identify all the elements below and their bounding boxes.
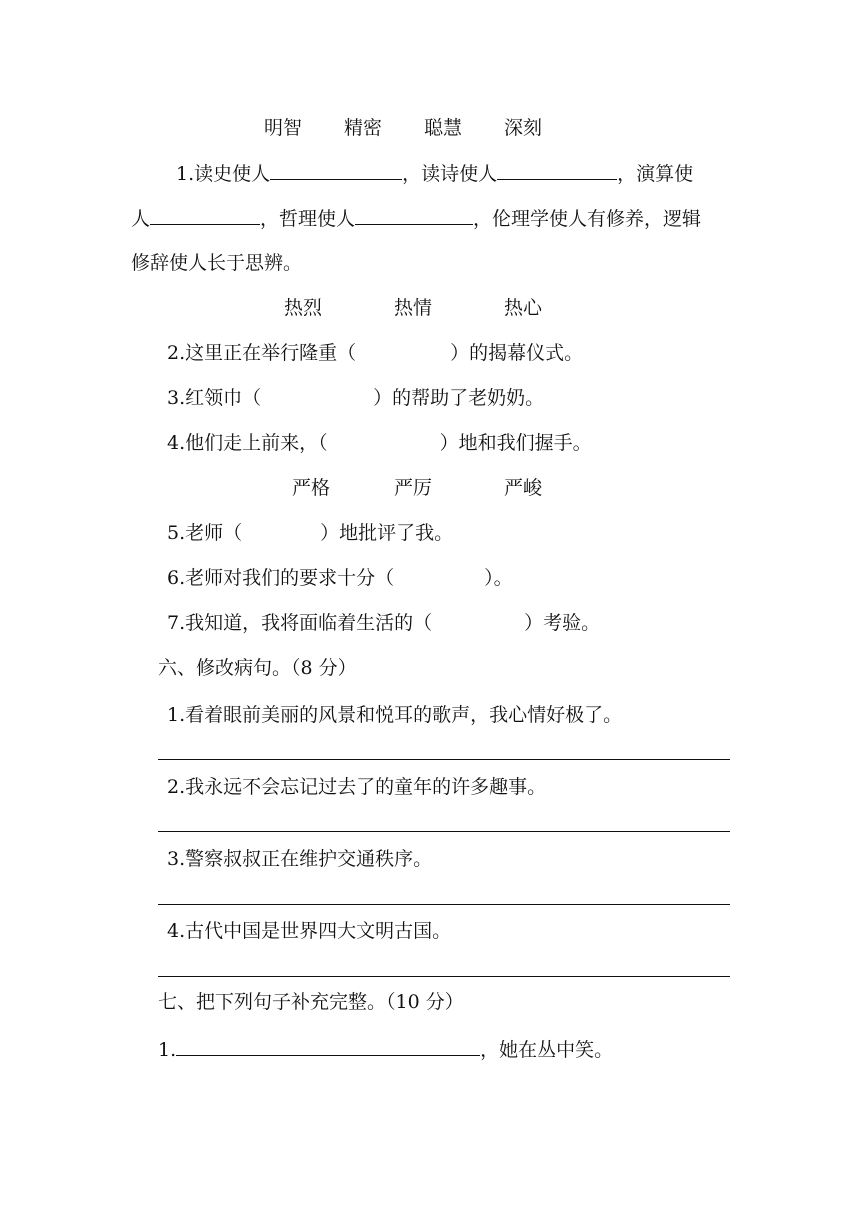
question-1-line-1: 1.读史使人 ，读诗使人 ，演算使 [176, 163, 694, 185]
answer-line[interactable] [158, 976, 730, 977]
word-bank-2 [284, 296, 542, 320]
question-3: 3.红领巾（ ）的帮助了老奶奶。 [167, 387, 545, 409]
completion-question-1: 1. ，她在丛中笑。 [158, 1039, 614, 1061]
question-2: 2.这里正在举行隆重（ ）的揭幕仪式。 [167, 342, 584, 364]
question-5: 5.老师（ ）地批评了我。 [167, 522, 454, 544]
question-1-line-3: 修辞使人长于思辨。 [131, 252, 303, 274]
word-bank-3 [292, 476, 542, 500]
sentence-item: 2.我永远不会忘记过去了的童年的许多趣事。 [167, 776, 547, 798]
answer-line[interactable] [158, 759, 730, 760]
answer-blank[interactable] [176, 1037, 480, 1056]
word-option: 明智 [264, 117, 303, 139]
answer-blank[interactable] [497, 161, 617, 180]
answer-line[interactable] [158, 904, 730, 905]
word-option: 热烈 [284, 297, 323, 319]
word-option: 严格 [292, 477, 331, 499]
answer-blank[interactable] [270, 161, 402, 180]
question-6: 6.老师对我们的要求十分（ ）。 [167, 567, 513, 589]
word-option: 精密 [344, 117, 383, 139]
question-4: 4.他们走上前来，（ ）地和我们握手。 [167, 432, 592, 454]
word-option: 热情 [394, 297, 433, 319]
answer-blank[interactable] [355, 206, 473, 225]
word-option: 严厉 [394, 477, 433, 499]
question-7: 7.我知道，我将面临着生活的（ ）考验。 [167, 612, 601, 634]
sentence-item: 3.警察叔叔正在维护交通秩序。 [167, 848, 433, 870]
sentence-item: 4.古代中国是世界四大文明古国。 [167, 920, 452, 942]
word-option: 热心 [504, 297, 543, 319]
answer-blank[interactable] [150, 206, 260, 225]
sentence-item: 1.看着眼前美丽的风景和悦耳的歌声，我心情好极了。 [167, 704, 623, 726]
word-option: 聪慧 [424, 117, 463, 139]
question-1-line-2: 人 ，哲理使人 ，伦理学使人有修养，逻辑 [131, 208, 702, 230]
section-6-title: 六、修改病句。（8 分） [158, 657, 357, 679]
section-7-title: 七、把下列句子补充完整。（10 分） [158, 991, 464, 1013]
word-option: 深刻 [504, 117, 543, 139]
word-option: 严峻 [504, 477, 543, 499]
word-bank-1 [264, 116, 542, 140]
answer-line[interactable] [158, 831, 730, 832]
